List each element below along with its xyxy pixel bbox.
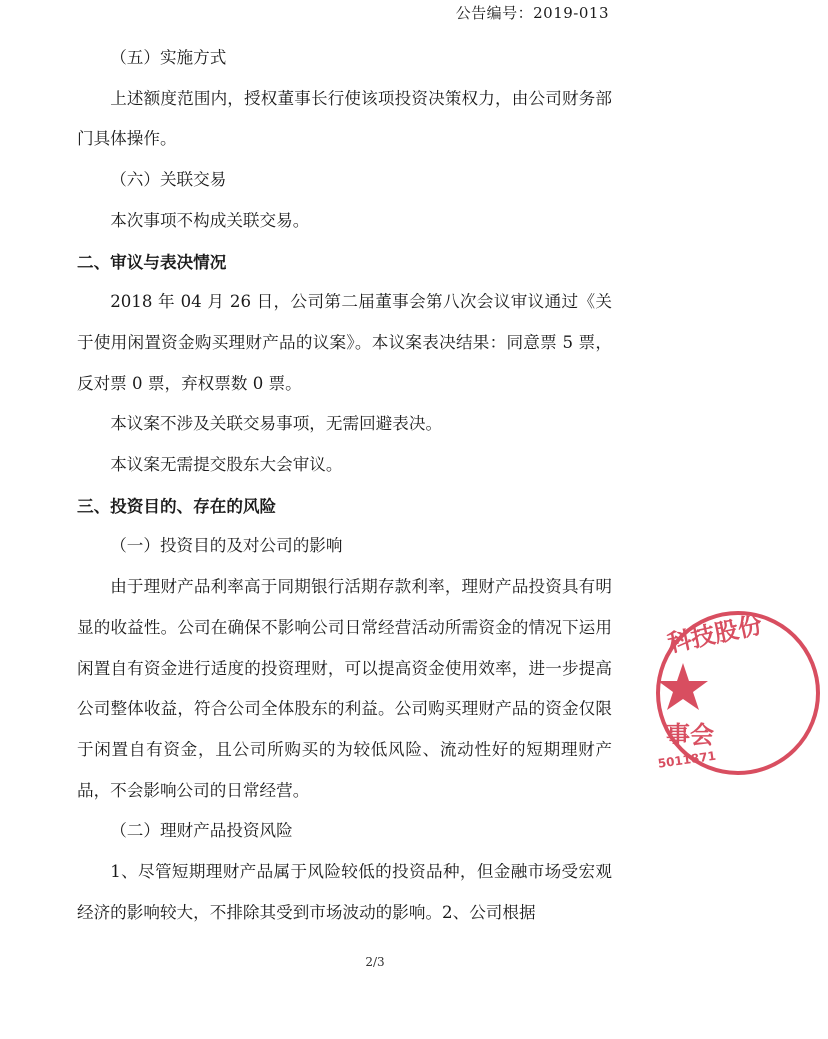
paragraph-authorization: 上述额度范围内，授权董事长行使该项投资决策权力，由公司财务部门具体操作。: [77, 88, 612, 149]
section-5-heading: （五）实施方式: [110, 48, 227, 67]
seal-text-number: 5011871: [656, 748, 717, 771]
paragraph-no-shareholder-meeting: 本议案无需提交股东大会审议。: [110, 455, 343, 475]
subsection-2-heading: （二）理财产品投资风险: [110, 821, 293, 841]
seal-star-icon: [658, 663, 708, 710]
paragraph-board-resolution: 2018 年 04 月 26 日，公司第二届董事会第八次会议审议通过《关于使用闲置资金购买理财产品的议案》。本议案表决结果：同意票 5 票，反对票 0 票，弃权票数 0 票。: [77, 292, 612, 393]
section-purpose-heading: 三、投资目的、存在的风险: [77, 495, 277, 516]
paragraph-no-recusal: 本议案不涉及关联交易事项，无需回避表决。: [110, 414, 443, 434]
page-number: 2/3: [365, 955, 385, 969]
seal-text-bottom: 事会: [666, 721, 714, 749]
paragraph-related-transaction: 本次事项不构成关联交易。: [110, 210, 310, 230]
section-review-heading: 二、审议与表决情况: [77, 251, 227, 272]
paragraph-investment-purpose: 由于理财产品利率高于同期银行活期存款利率，理财产品投资具有明显的收益性。公司在确保不影响公司日常经营活动所需资金的情况下运用闲置自有资金进行适度的投资理财，可以提高资金使用效率，进一步提高公司整体收益，符合公司全体股东的利益。公司购买理财产品的资金仅限于闲置自有资金，且公司所购买的为较低风险、流动性好的短期理财产品，不会影响公司的日常经营。: [77, 577, 612, 800]
paragraph-investment-risk: 1、尽管短期理财产品属于风险较低的投资品种，但金融市场受宏观经济的影响较大，不排除其受到市场波动的影响。2、公司根据: [77, 862, 612, 922]
section-6-heading: （六）关联交易: [110, 170, 227, 190]
document-body: [77, 38, 612, 933]
seal-text-top: 科技股份: [664, 610, 765, 658]
announcement-number: 公告编号：2019-013: [455, 4, 609, 22]
subsection-1-heading: （一）投资目的及对公司的影响: [110, 536, 343, 556]
company-seal-stamp: [648, 603, 828, 783]
